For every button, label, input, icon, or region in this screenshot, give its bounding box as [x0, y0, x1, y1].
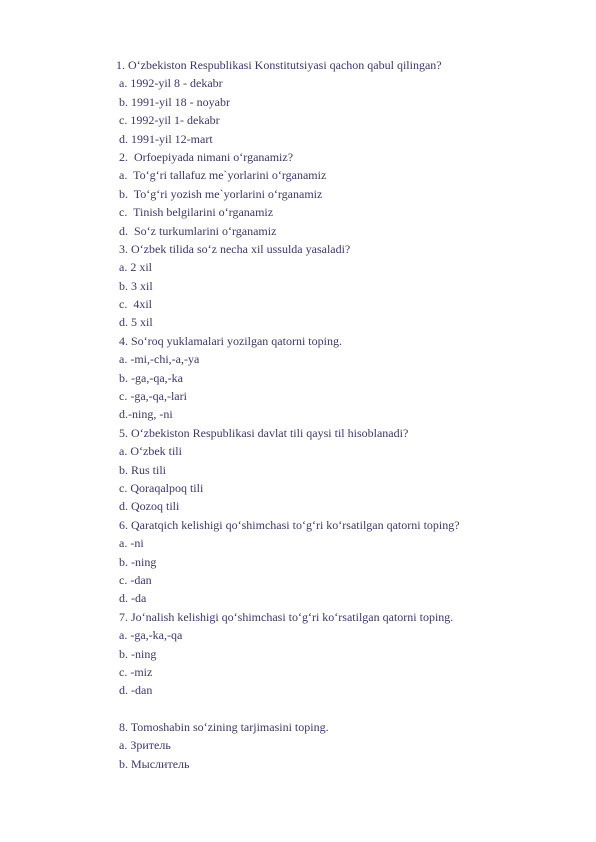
paragraph-gap: [119, 700, 579, 718]
answer-option: d. 1991-yil 12-mart: [119, 131, 213, 146]
quiz-content: [116, 56, 579, 773]
question-block: [119, 516, 579, 608]
question-block: [119, 148, 579, 240]
question-block: [119, 718, 579, 773]
answer-option: b. Rus tili: [119, 462, 167, 477]
question-block: [119, 332, 579, 424]
answer-option: c. 1992-yil 1- dekabr: [119, 113, 220, 128]
answer-option: a. -mi,-chi,-a,-ya: [119, 352, 200, 367]
answer-option: b. -ga,-qa,-ka: [119, 370, 183, 385]
question-text: 6. Qaratqich kelishigi qo‘shimchasi to‘g‘ri ko‘rsatilgan qatorni toping?: [119, 517, 460, 532]
answer-option: a. To‘g‘ri tallafuz me`yorlarini o‘rganamiz: [119, 168, 327, 183]
answer-option: a. O‘zbek tili: [119, 444, 182, 459]
answer-option: a. 1992-yil 8 - dekabr: [119, 76, 223, 91]
answer-option: b. -ning: [119, 554, 157, 569]
answer-option: d. -da: [119, 591, 147, 606]
question-block: [116, 56, 579, 148]
answer-option: a. -ni: [119, 536, 144, 551]
answer-option: d. So‘z turkumlarini o‘rganamiz: [119, 223, 277, 238]
answer-option: d. 5 xil: [119, 315, 153, 330]
answer-option: b. -ning: [119, 646, 157, 661]
answer-option: a. 2 xil: [119, 260, 152, 275]
answer-option: c. -dan: [119, 572, 152, 587]
answer-option: d. Qozoq tili: [119, 499, 180, 514]
answer-option: a. Зритель: [119, 738, 171, 753]
answer-option: c. Tinish belgilarini o‘rganamiz: [119, 205, 274, 220]
answer-option: d.-ning, -ni: [119, 407, 173, 422]
answer-option: b. Мыслитель: [119, 756, 190, 771]
question-text: 4. So‘roq yuklamalari yozilgan qatorni toping.: [119, 333, 342, 348]
answer-option: c. 4xil: [119, 297, 152, 312]
question-block: [119, 240, 579, 332]
question-block: [119, 424, 579, 516]
answer-option: c. -ga,-qa,-lari: [119, 389, 187, 404]
answer-option: c. -miz: [119, 664, 153, 679]
answer-option: b. To‘g‘ri yozish me`yorlarini o‘rganamiz: [119, 186, 323, 201]
answer-option: b. 1991-yil 18 - noyabr: [119, 94, 230, 109]
question-text: 8. Tomoshabin so‘zining tarjimasini toping.: [119, 720, 329, 735]
question-block: [119, 608, 579, 700]
question-text: 1. O‘zbekiston Respublikasi Konstitutsiyasi qachon qabul qilingan?: [116, 58, 442, 72]
answer-option: c. Qoraqalpoq tili: [119, 480, 204, 495]
question-text: 5. O‘zbekiston Respublikasi davlat tili qaysi til hisoblanadi?: [119, 425, 409, 440]
question-text: 7. Jo‘nalish kelishigi qo‘shimchasi to‘g‘ri ko‘rsatilgan qatorni toping.: [119, 609, 454, 624]
answer-option: d. -dan: [119, 683, 153, 698]
question-text: 2. Orfoepiyada nimani o‘rganamiz?: [119, 149, 294, 164]
answer-option: a. -ga,-ka,-qa: [119, 628, 183, 643]
question-text: 3. O‘zbek tilida so‘z necha xil ussulda yasaladi?: [119, 241, 351, 256]
answer-option: b. 3 xil: [119, 278, 153, 293]
